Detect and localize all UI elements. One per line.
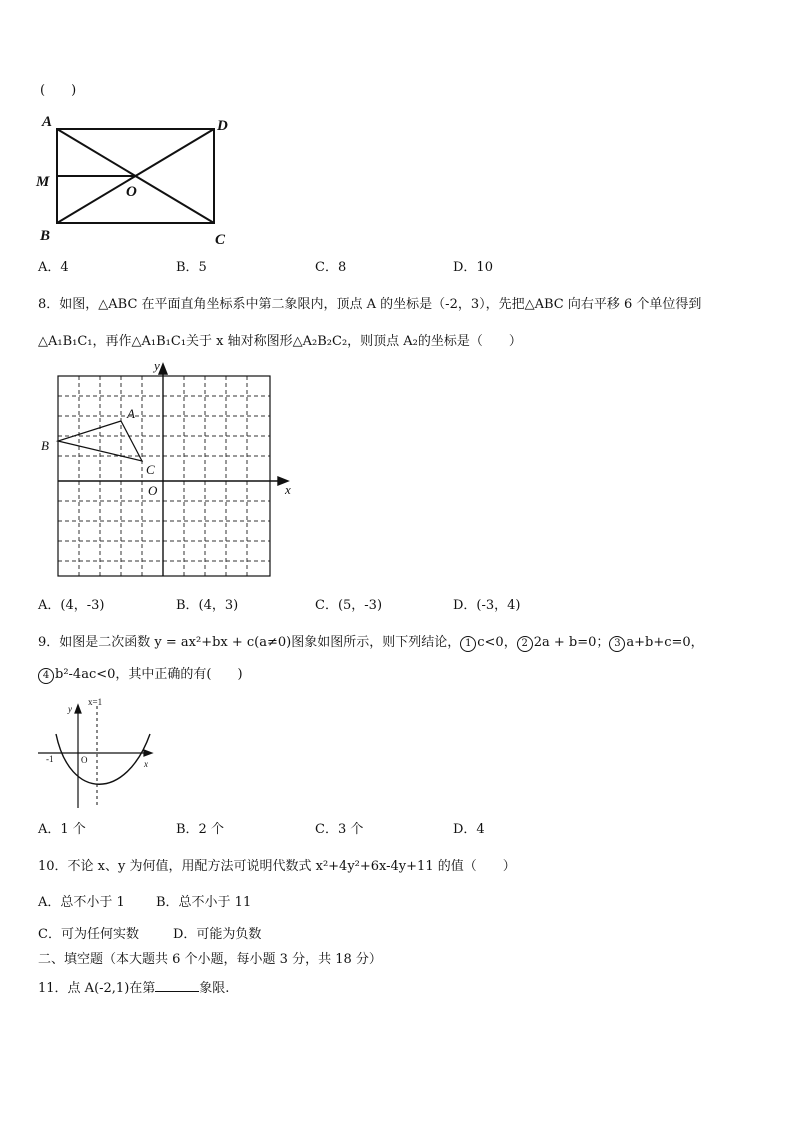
section2-heading: 二、填空题（本大题共 6 个小题，每小题 3 分，共 18 分）: [38, 952, 382, 967]
q7-option-a[interactable]: A．4: [38, 260, 69, 275]
q8-stem-line2: △A₁B₁C₁，再作△A₁B₁C₁关于 x 轴对称图形△A₂B₂C₂，则顶点 A₂的坐标是（ ）: [38, 334, 522, 349]
q9-option-b[interactable]: B．2 个: [176, 822, 224, 837]
label-d: D: [217, 118, 228, 134]
q7-answer-paren: ( ): [40, 83, 77, 98]
label-x: x: [144, 759, 148, 769]
label-axis-eq: x=1: [88, 697, 103, 707]
q8-stem-line1: 8．如图，△ABC 在平面直角坐标系中第二象限内，顶点 A 的坐标是（-2，3），先把△ABC 向右平移 6 个单位得到: [38, 297, 702, 312]
q11-stem-pre: 11．点 A(-2,1)在第: [38, 981, 156, 996]
q11-answer-blank[interactable]: [155, 978, 199, 992]
q10-option-c[interactable]: C．可为任何实数: [38, 927, 139, 942]
label-m: M: [36, 174, 50, 190]
q9-option-a[interactable]: A．1 个: [38, 822, 86, 837]
grid-lines: [58, 376, 270, 576]
label-y: y: [68, 704, 72, 714]
q7-option-b[interactable]: B．5: [176, 260, 207, 275]
q9-item2-number: 2: [517, 636, 533, 652]
label-b: B: [40, 228, 51, 244]
q9-item4-number: 4: [38, 668, 54, 684]
q10-stem: 10．不论 x、y 为何值，用配方法可说明代数式 x²+4y²+6x-4y+11 的值（ ）: [38, 859, 516, 874]
q9-stem-line1: [38, 634, 704, 652]
q8-option-d[interactable]: D．(-3，4): [453, 598, 521, 613]
q9-stem-intro: 9．如图是二次函数 y = ax²+bx + c(a≠0)图象如图所示，则下列结论，: [38, 635, 461, 650]
q10-option-d[interactable]: D．可能为负数: [173, 927, 262, 942]
q10-option-a[interactable]: A．总不小于 1: [38, 895, 125, 910]
q9-item3-number: 3: [609, 636, 625, 652]
label-a: A: [127, 406, 135, 421]
q8-option-c[interactable]: C．(5，-3): [315, 598, 383, 613]
q8-option-a[interactable]: A．(4，-3): [38, 598, 105, 613]
label-a: A: [42, 114, 53, 130]
label-neg1: -1: [46, 754, 54, 764]
label-x: x: [285, 482, 291, 497]
label-o: O: [148, 483, 158, 498]
q9-item4-text: b²-4ac<0，其中正确的有( ): [55, 667, 243, 682]
label-o: O: [126, 184, 137, 200]
q9-parabola-figure: [34, 696, 160, 812]
x-axis-arrow: [144, 750, 152, 756]
grid-border: [58, 376, 270, 576]
q10-option-b[interactable]: B．总不小于 11: [156, 895, 252, 910]
q9-item3-text: a+b+c=0，: [626, 635, 704, 650]
q9-item1-text: c<0，: [477, 635, 517, 650]
q11-stem: [38, 978, 229, 998]
q8-coordinate-grid-figure: [36, 358, 302, 584]
label-y: y: [154, 358, 160, 373]
q9-option-d[interactable]: D．4: [453, 822, 485, 837]
label-o: O: [81, 755, 88, 765]
q7-rectangle-figure: [30, 110, 250, 250]
label-c: C: [146, 462, 155, 477]
y-axis-arrow: [159, 364, 167, 374]
q7-option-c[interactable]: C．8: [315, 260, 347, 275]
q9-stem-line2: [38, 666, 243, 684]
q11-stem-post: 象限.: [199, 981, 230, 996]
q9-item1-number: 1: [460, 636, 476, 652]
q9-item2-text: 2a + b=0；: [533, 635, 610, 650]
label-c: C: [215, 232, 226, 248]
q9-option-c[interactable]: C．3 个: [315, 822, 364, 837]
q7-option-d[interactable]: D．10: [453, 260, 493, 275]
parabola-curve: [56, 734, 150, 784]
label-b: B: [41, 438, 49, 453]
q8-option-b[interactable]: B．(4，3): [176, 598, 239, 613]
y-axis-arrow: [75, 705, 81, 713]
